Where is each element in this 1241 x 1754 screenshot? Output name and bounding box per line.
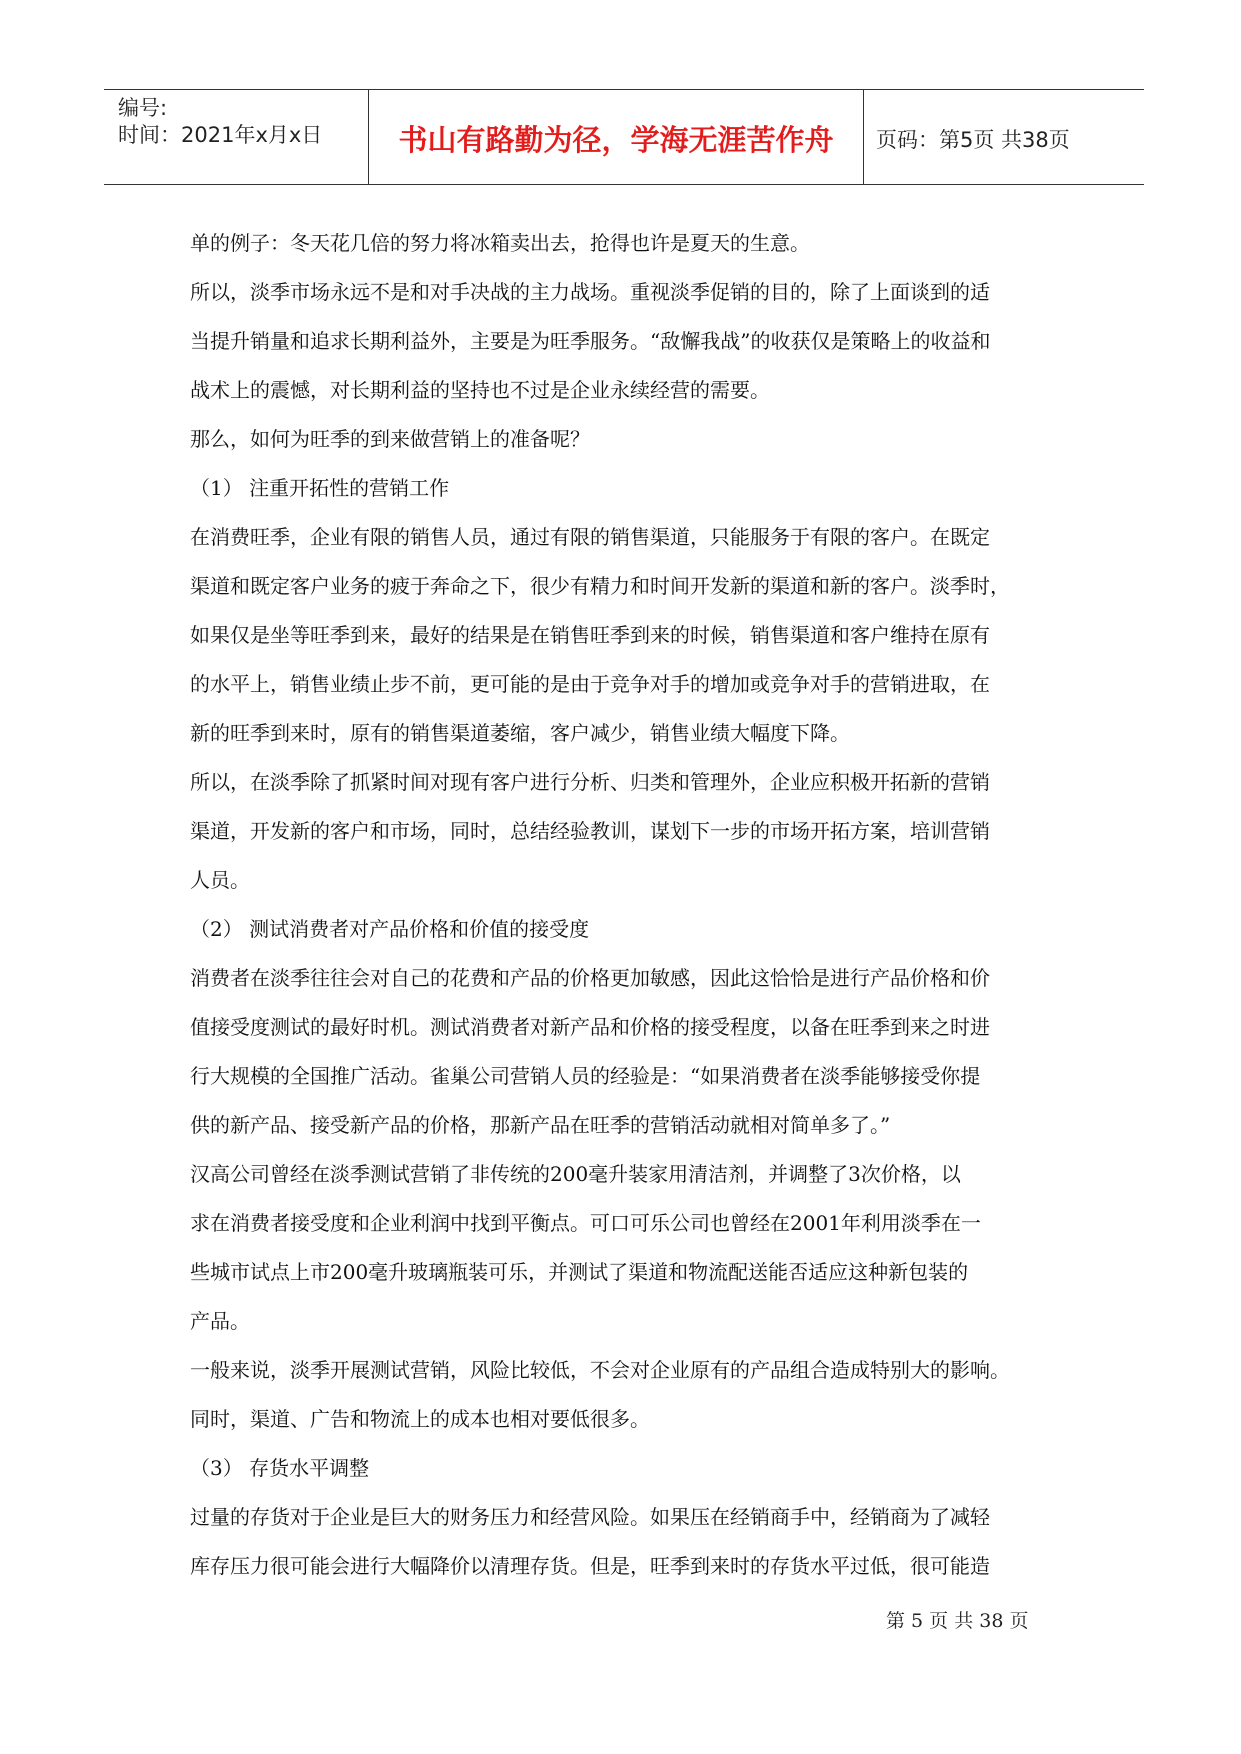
text-line: 所以，在淡季除了抓紧时间对现有客户进行分析、归类和管理外，企业应积极开拓新的营销 bbox=[190, 770, 990, 794]
document-number-label: 编号: bbox=[118, 96, 168, 120]
text-line: 战术上的震憾，对长期利益的坚持也不过是企业永续经营的需要。 bbox=[190, 378, 770, 402]
text-line: 供的新产品、接受新产品的价格，那新产品在旺季的营销活动就相对简单多了。” bbox=[190, 1113, 891, 1137]
page-footer: 第 5 页 共 38 页 bbox=[886, 1610, 1029, 1632]
text-line: 人员。 bbox=[190, 868, 250, 892]
text-line: 求在消费者接受度和企业利润中找到平衡点。可口可乐公司也曾经在2001年利用淡季在一 bbox=[190, 1211, 981, 1235]
text-line: 过量的存货对于企业是巨大的财务压力和经营风险。如果压在经销商手中，经销商为了减轻 bbox=[190, 1505, 990, 1529]
text-line: 所以，淡季市场永远不是和对手决战的主力战场。重视淡季促销的目的，除了上面谈到的适 bbox=[190, 280, 990, 304]
header-slogan-cell bbox=[369, 90, 864, 184]
text-line: 值接受度测试的最好时机。测试消费者对新产品和价格的接受程度，以备在旺季到来之时进 bbox=[190, 1015, 990, 1039]
text-line: 渠道和既定客户业务的疲于奔命之下，很少有精力和时间开发新的渠道和新的客户。淡季时， bbox=[190, 574, 1010, 598]
text-line: 消费者在淡季往往会对自己的花费和产品的价格更加敏感，因此这恰恰是进行产品价格和价 bbox=[190, 966, 990, 990]
body-text bbox=[190, 219, 1070, 1591]
section-heading: （1） 注重开拓性的营销工作 bbox=[190, 476, 450, 500]
header-page-cell bbox=[864, 90, 1144, 184]
header-slogan: 书山有路勤为径，学海无涯苦作舟 bbox=[398, 123, 834, 157]
text-line: 汉高公司曾经在淡季测试营销了非传统的200毫升装家用清洁剂，并调整了3次价格，以 bbox=[190, 1162, 961, 1186]
section-heading: （2） 测试消费者对产品价格和价值的接受度 bbox=[190, 917, 590, 941]
header-info-cell bbox=[104, 90, 369, 184]
document-time-label: 时间：2021年x月x日 bbox=[118, 123, 323, 147]
text-line: 那么，如何为旺季的到来做营销上的准备呢？ bbox=[190, 427, 590, 451]
text-line: 如果仅是坐等旺季到来，最好的结果是在销售旺季到来的时候，销售渠道和客户维持在原有 bbox=[190, 623, 990, 647]
text-line: 同时，渠道、广告和物流上的成本也相对要低很多。 bbox=[190, 1407, 650, 1431]
document-header bbox=[104, 89, 1144, 185]
text-line: 一般来说，淡季开展测试营销，风险比较低，不会对企业原有的产品组合造成特别大的影响。 bbox=[190, 1358, 1010, 1382]
text-line: 在消费旺季，企业有限的销售人员，通过有限的销售渠道，只能服务于有限的客户。在既定 bbox=[190, 525, 990, 549]
text-line: 新的旺季到来时，原有的销售渠道萎缩，客户减少，销售业绩大幅度下降。 bbox=[190, 721, 850, 745]
text-line: 当提升销量和追求长期利益外，主要是为旺季服务。“敌懈我战”的收获仅是策略上的收益和 bbox=[190, 329, 991, 353]
section-heading: （3） 存货水平调整 bbox=[190, 1456, 370, 1480]
text-line: 些城市试点上市200毫升玻璃瓶装可乐，并测试了渠道和物流配送能否适应这种新包装的 bbox=[190, 1260, 969, 1284]
text-line: 行大规模的全国推广活动。雀巢公司营销人员的经验是：“如果消费者在淡季能够接受你提 bbox=[190, 1064, 981, 1088]
text-line: 库存压力很可能会进行大幅降价以清理存货。但是，旺季到来时的存货水平过低，很可能造 bbox=[190, 1554, 990, 1578]
text-line: 的水平上，销售业绩止步不前，更可能的是由于竞争对手的增加或竞争对手的营销进取，在 bbox=[190, 672, 990, 696]
text-line: 单的例子：冬天花几倍的努力将冰箱卖出去，抢得也许是夏天的生意。 bbox=[190, 231, 810, 255]
header-page-code: 页码：第5页 共38页 bbox=[876, 128, 1070, 152]
text-line: 渠道，开发新的客户和市场，同时，总结经验教训，谋划下一步的市场开拓方案，培训营销 bbox=[190, 819, 990, 843]
text-line: 产品。 bbox=[190, 1309, 250, 1333]
